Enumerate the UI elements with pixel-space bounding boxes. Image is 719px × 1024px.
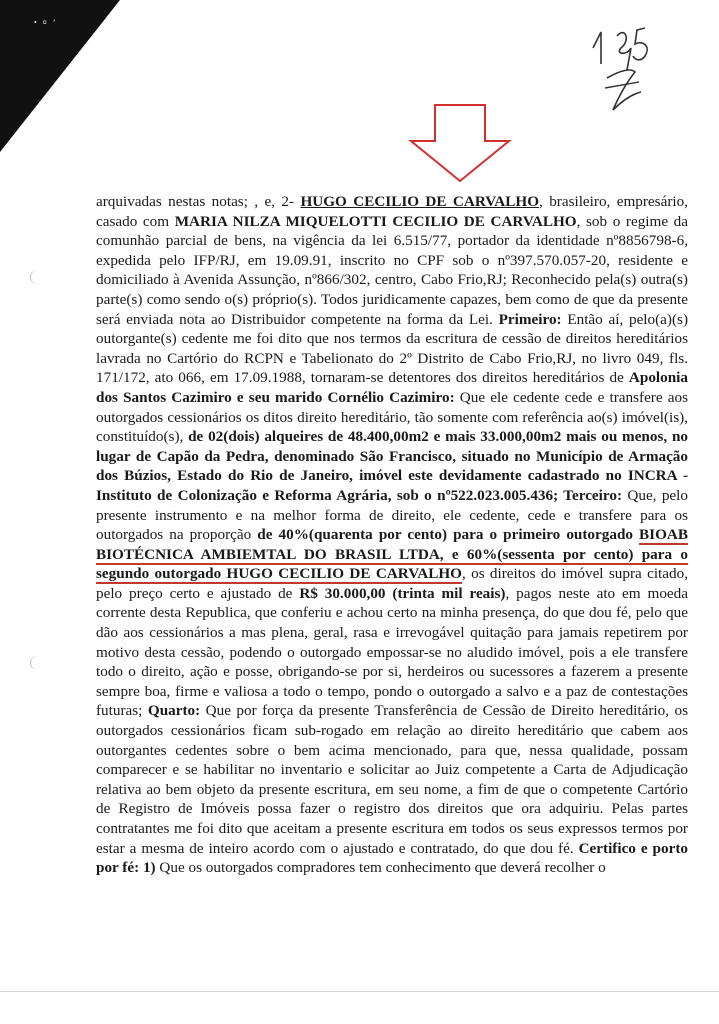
share-clause: de 40%(quarenta por cento) para o primeiro outorgado xyxy=(257,526,640,544)
spouse-name: MARIA NILZA MIQUELOTTI CECILIO DE CARVALHO xyxy=(174,212,577,230)
party-name: HUGO CECILIO DE CARVALHO xyxy=(300,193,540,210)
page-edge-line xyxy=(0,991,719,992)
property-description: de 02(dois) alqueires de 48.400,00m2 e mais 33.000,00m2 mais ou menos, no lugar de Capão da Pedra, denominado São Francisco, situado no Município de Armação dos Búzios, Estado do Rio de Janeiro, imóvel este devidamente cadastrado no INCRA - Instituto de Colonização e Reforma Agrária, sob o nº522.023.005.436; Terceiro: xyxy=(96,428,688,504)
clause-heading: Primeiro: xyxy=(498,310,562,328)
red-down-arrow-icon xyxy=(405,103,515,183)
paragraph: arquivadas nestas notas; , e, 2- HUGO CECILIO DE CARVALHO, brasileiro, empresário, casado com MARIA NILZA MIQUELOTTI CECILIO DE CARVALHO, sob o regime da comunhão parcial de bens, na vigência da lei 6.515/77, portador da identidade nº8856798-6, expedida pelo IFP/RJ, em 19.09.91, inscrito no CPF sob o nº397.570.057-20, residente e domiciliado à Avenida Assunção, nº866/302, centro, Cabo Frio,RJ; Reconhecido pela(s) outra(s) parte(s) como sendo o(s) próprio(s). Todos juridicamente capazes, bem como de que da presente será enviada nota ao Distribuidor competente na forma da Lei. Primeiro: Então aí, pelo(a)(s) outorgante(s) cedente me foi dito que nos termos da escritura de cessão de direitos hereditários lavrada no Cartório do RCPN e Tabelionato do 2º Distrito de Cabo Frio,RJ, no livro 049, fls. 171/172, ato 066, em 17.09.1988, tornaram-se detentores dos direitos hereditários de Apolonia dos Santos Cazimiro e seu marido Cornélio Cazimiro: Que ele cedente cede e transfere aos outorgados cessionários os ditos direito hereditário, tão somente com referência ao(s) imóvel(is), constituído(s), de 02(dois) alqueires de 48.400,00m2 e mais 33.000,00m2 mais ou menos, no lugar de Capão da Pedra, denominado São Francisco, situado no Município de Armação dos Búzios, Estado do Rio de Janeiro, imóvel este devidamente cadastrado no INCRA - Instituto de Colonização e Reforma Agrária, sob o nº522.023.005.436; Terceiro: Que, pelo presente instrumento e na melhor forma de direito, ele cedente, cede e transfere para os outorgados na proporção de 40%(quarenta por cento) para o primeiro outorgado BIOAB BIOTÉCNICA AMBIEMTAL DO BRASIL LTDA, e 60%(sessenta por cento) para o segundo outorgado HUGO CECILIO DE CARVALHO, os direitos do imóvel supra citado, pelo preço certo e ajustado de R$ 30.000,00 (trinta mil reais), pagos neste ato em moeda corrente desta Republica, que conferiu e achou certo na minha presença, do que dou fé, pelo que dão aos cessionários a mas plena, geral, rasa e irrevogável quitação para jamais repetirem por motivo desta cessão, podendo o outorgado empossar-se no aludido imóvel, pois a ele transfere todo o direito, ação e posse, obrigando-se por si, herdeiros ou sucessores a fazerem a presente sempre boa, firme e valiosa a todo o tempo, pondo o outorgado a salvo e a paz de contestações futuras; Quarto: Que por força da presente Transferência de Cessão de Direito hereditário, os outorgados cessionários ficam sub-rogado em relação ao direito hereditário que cabem aos outorgantes cedentes sobre o bem acima mencionado, para que, nessa qualidade, possam comparecer e se habilitar no inventario e solicitar ao Juiz competente a Carta de Adjudicação relativa ao bem objeto da presente escritura, em seu nome, a fim de que o competente Cartório de Registro de Imóveis possa fazer o registro dos direitos que ora adquiriu. Pelas partes contratantes me foi dito que aceitam a presente escritura em todos os seus expressos termos por estar a mesma de inteiro acordo com o ajustado e contratado, do que dou fé. Certifico e porto por fé: 1) Que os outorgados compradores tem conhecimento que deverá recolher o xyxy=(96,193,688,877)
handwritten-folio-number xyxy=(587,18,667,118)
heirs-names: Apolonia dos Santos Cazimiro e seu marido Cornélio Cazimiro: xyxy=(96,369,688,406)
share-clause: , e 60%(sessenta por cento) para o segundo outorgado xyxy=(96,545,688,583)
second-grantee-name: HUGO CECILIO DE CARVALHO xyxy=(226,565,462,583)
clause-heading: Quarto: xyxy=(147,702,201,720)
corner-black-triangle xyxy=(0,0,120,152)
margin-bracket-mark xyxy=(30,270,45,284)
price: R$ 30.000,00 (trinta mil reais) xyxy=(299,584,506,602)
margin-bracket-mark xyxy=(30,656,45,670)
certification-heading: Certifico e porto por fé: 1) xyxy=(96,839,688,877)
document-body xyxy=(96,192,688,878)
company-name: BIOAB BIOTÉCNICA AMBIEMTAL DO BRASIL LTDA xyxy=(96,526,688,563)
corner-scan-mark: • ¤ ʼ xyxy=(34,18,58,27)
